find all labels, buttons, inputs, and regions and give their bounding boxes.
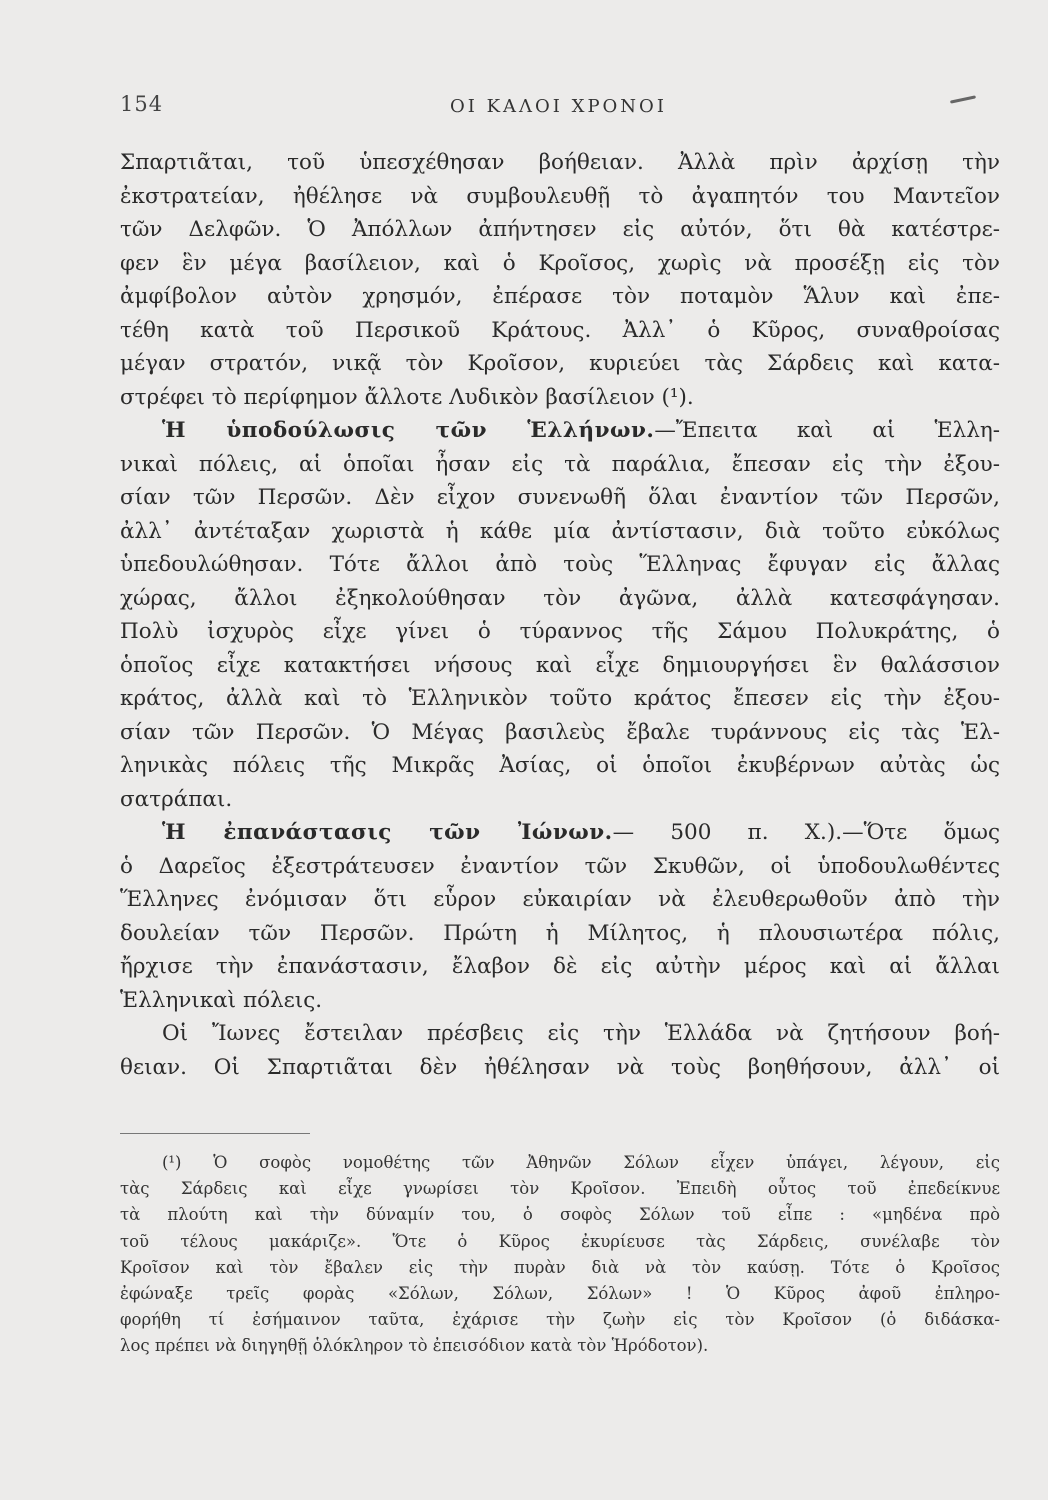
section-heading: Ἡ ἐπανάστασις τῶν Ἰώνων. bbox=[162, 820, 613, 845]
main-text bbox=[120, 146, 1000, 1084]
text-line: τῶν Δελφῶν. Ὁ Ἀπόλλων ἀπήντησεν εἰς αὐτόν, ὅτι θὰ κατέστρε- bbox=[120, 217, 1000, 242]
text-line: Σπαρτιᾶται, τοῦ ὑπεσχέθησαν βοήθειαν. Ἀλλὰ πρὶν ἀρχίσῃ τὴν bbox=[120, 150, 1000, 175]
text-run: — 500 π. Χ.).—Ὅτε ὅμως bbox=[612, 820, 1000, 845]
text-line: Ἑλληνικαὶ πόλεις. bbox=[120, 987, 323, 1013]
footnote-line: Κροῖσον καὶ τὸν ἔβαλεν εἰς τὴν πυρὰν διὰ νὰ τὸν καύσῃ. Τότε ὁ Κροῖσος bbox=[120, 1257, 1000, 1277]
page-number: 154 bbox=[120, 92, 164, 116]
text-line: δουλείαν τῶν Περσῶν. Πρώτη ἡ Μίλητος, ἡ πλουσιωτέρα πόλις, bbox=[120, 920, 1000, 946]
section-heading-line bbox=[120, 816, 1000, 850]
text-line: ἐκστρατείαν, ἠθέλησε νὰ συμβουλευθῇ τὸ ἀγαπητόν του Μαντεῖον bbox=[120, 183, 1000, 209]
text-line: ὑπεδουλώθησαν. Τότε ἄλλοι ἀπὸ τοὺς Ἕλληνας ἔφυγαν εἰς ἄλλας bbox=[120, 552, 1000, 577]
text-line: ὁ Δαρεῖος ἐξεστράτευσεν ἐναντίον τῶν Σκυθῶν, οἱ ὑποδουλωθέντες bbox=[120, 853, 1000, 879]
text-line: χώρας, ἄλλοι ἐξηκολούθησαν τὸν ἀγῶνα, ἀλλὰ κατεσφάγησαν. bbox=[120, 585, 1000, 611]
text-line: ὁποῖος εἶχε κατακτήσει νήσους καὶ εἶχε δημιουργήσει ἓν θαλάσσιον bbox=[120, 652, 1000, 678]
text-run: —Ἔπειτα καὶ αἱ Ἑλλη- bbox=[654, 418, 1000, 443]
ink-mark bbox=[950, 95, 976, 103]
footnote-line: ἐφώναξε τρεῖς φορὰς «Σόλων, Σόλων, Σόλων» ! Ὁ Κῦρος ἀφοῦ ἐπληρο- bbox=[120, 1284, 1000, 1304]
text-line: ληνικὰς πόλεις τῆς Μικρᾶς Ἀσίας, οἱ ὁποῖοι ἐκυβέρνων αὐτὰς ὡς bbox=[120, 753, 1000, 778]
text-line: κράτος, ἀλλὰ καὶ τὸ Ἑλληνικὸν τοῦτο κράτος ἔπεσεν εἰς τὴν ἐξου- bbox=[120, 686, 1000, 711]
text-line: σατράπαι. bbox=[120, 786, 233, 812]
running-title: ΟΙ ΚΑΛΟΙ ΧΡΟΝΟΙ bbox=[450, 96, 667, 117]
text-line: σίαν τῶν Περσῶν. Δὲν εἶχον συνενωθῆ ὅλαι ἐναντίον τῶν Περσῶν, bbox=[120, 485, 1000, 510]
footnote-line: (¹) Ὁ σοφὸς νομοθέτης τῶν Ἀθηνῶν Σόλων εἶχεν ὑπάγει, λέγουν, εἰς bbox=[162, 1153, 1000, 1172]
text-line: φεν ἓν μέγα βασίλειον, καὶ ὁ Κροῖσος, χωρὶς νὰ προσέξῃ εἰς τὸν bbox=[120, 250, 1000, 276]
text-line: θειαν. Οἱ Σπαρτιᾶται δὲν ἠθέλησαν νὰ τοὺς βοηθήσουν, ἀλλ᾽ οἱ bbox=[120, 1054, 1000, 1080]
text-line: στρέφει τὸ περίφημον ἄλλοτε Λυδικὸν βασίλειον (¹). bbox=[120, 384, 694, 410]
footnote-line: τοῦ τέλους μακάριζε». Ὅτε ὁ Κῦρος ἐκυρίευσε τὰς Σάρδεις, συνέλαβε τὸν bbox=[120, 1231, 1000, 1251]
text-line: Ἕλληνες ἐνόμισαν ὅτι εὗρον εὐκαιρίαν νὰ ἐλευθερωθοῦν ἀπὸ τὴν bbox=[120, 887, 1000, 912]
section-heading: Ἡ ὑποδούλωσις τῶν Ἑλλήνων. bbox=[162, 418, 655, 443]
text-line: ἤρχισε τὴν ἐπανάστασιν, ἔλαβον δὲ εἰς αὐτὴν μέρος καὶ αἱ ἄλλαι bbox=[120, 954, 1000, 979]
footnote-line: φορήθη τί ἐσήμαινον ταῦτα, ἐχάρισε τὴν ζωὴν εἰς τὸν Κροῖσον (ὁ διδάσκα- bbox=[120, 1310, 1000, 1330]
text-line: ἀλλ᾽ ἀντέταξαν χωριστὰ ἡ κάθε μία ἀντίστασιν, διὰ τοῦτο εὐκόλως bbox=[120, 518, 1000, 544]
footnote-rule bbox=[120, 1133, 310, 1134]
footnote-line: λος πρέπει νὰ διηγηθῇ ὁλόκληρον τὸ ἐπεισόδιον κατὰ τὸν Ἡρόδοτον). bbox=[120, 1336, 709, 1356]
footnote-line: τὰ πλούτη καὶ τὴν δύναμίν του, ὁ σοφὸς Σόλων τοῦ εἶπε : «μηδένα πρὸ bbox=[120, 1205, 1000, 1225]
text-line: Οἱ Ἴωνες ἔστειλαν πρέσβεις εἰς τὴν Ἑλλάδα νὰ ζητήσουν βοή- bbox=[162, 1021, 1000, 1046]
text-line: μέγαν στρατόν, νικᾷ τὸν Κροῖσον, κυριεύει τὰς Σάρδεις καὶ κατα- bbox=[120, 351, 1000, 376]
text-line: ἀμφίβολον αὐτὸν χρησμόν, ἐπέρασε τὸν ποταμὸν Ἅλυν καὶ ἐπε- bbox=[120, 284, 1000, 309]
text-line: Πολὺ ἰσχυρὸς εἶχε γίνει ὁ τύραννος τῆς Σάμου Πολυκράτης, ὁ bbox=[120, 619, 1000, 644]
text-line: σίαν τῶν Περσῶν. Ὁ Μέγας βασιλεὺς ἔβαλε τυράννους εἰς τὰς Ἑλ- bbox=[120, 719, 1000, 745]
footnote-line: τὰς Σάρδεις καὶ εἶχε γνωρίσει τὸν Κροῖσον. Ἐπειδὴ οὗτος τοῦ ἐπεδείκνυε bbox=[120, 1179, 1000, 1199]
text-line: τέθη κατὰ τοῦ Περσικοῦ Κράτους. Ἀλλ᾽ ὁ Κῦρος, συναθροίσας bbox=[120, 317, 1000, 343]
text-line: νικαὶ πόλεις, αἱ ὁποῖαι ἦσαν εἰς τὰ παράλια, ἔπεσαν εἰς τὴν ἐξου- bbox=[120, 451, 1000, 477]
page-header bbox=[120, 92, 1000, 126]
section-heading-line bbox=[120, 414, 1000, 448]
footnote bbox=[120, 1150, 1000, 1360]
